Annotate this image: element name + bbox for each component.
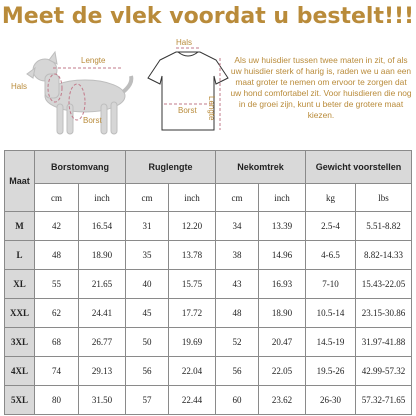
table-cell: 31 (126, 212, 169, 241)
table-cell: 57 (126, 386, 169, 415)
table-cell: 15.75 (169, 270, 216, 299)
table-cell: 48 (216, 299, 259, 328)
table-cell: 22.04 (169, 357, 216, 386)
table-row (5, 270, 412, 299)
table-row (5, 241, 412, 270)
unit-cell: cm (126, 184, 169, 212)
table-cell: 15.43-22.05 (356, 270, 412, 299)
table-cell: 13.78 (169, 241, 216, 270)
table-cell: 40 (126, 270, 169, 299)
table-cell: 48 (35, 241, 79, 270)
table-cell: 45 (126, 299, 169, 328)
unit-cell: lbs (356, 184, 412, 212)
unit-cell: inch (169, 184, 216, 212)
table-cell: 35 (126, 241, 169, 270)
table-cell: 31.50 (79, 386, 126, 415)
table-cell: 57.32-71.65 (356, 386, 412, 415)
table-row (5, 212, 412, 241)
dog-diagram (5, 38, 137, 148)
table-row (5, 357, 412, 386)
table-cell: 14.5-19 (306, 328, 356, 357)
table-cell: 12.20 (169, 212, 216, 241)
table-cell: 19.69 (169, 328, 216, 357)
table-cell: 34 (216, 212, 259, 241)
table-row (5, 328, 412, 357)
table-cell: 8.82-14.33 (356, 241, 412, 270)
size-cell: XL (5, 270, 35, 299)
size-table (4, 150, 412, 415)
shirt-illustration (140, 38, 236, 148)
table-cell: 26.77 (79, 328, 126, 357)
size-cell: L (5, 241, 35, 270)
table-cell: 43 (216, 270, 259, 299)
size-cell: 3XL (5, 328, 35, 357)
size-cell: 4XL (5, 357, 35, 386)
table-cell: 74 (35, 357, 79, 386)
table-cell: 21.65 (79, 270, 126, 299)
unit-cell: inch (259, 184, 306, 212)
table-cell: 24.41 (79, 299, 126, 328)
dog-label-hals: Hals (11, 82, 28, 91)
table-cell: 23.15-30.86 (356, 299, 412, 328)
page-title: Meet de vlek voordat u bestelt!!! (1, 4, 415, 29)
table-cell: 26-30 (306, 386, 356, 415)
table-cell: 68 (35, 328, 79, 357)
sizing-advice: Als uw huisdier tussen twee maten in zit, of als uw huisdier sterk of harig is, raden we u aan een maat groter te nemen om ervoor te zorgen dat uw hond comfortabel zit. Voor huisdieren die nog in de groei zijn, kunt u beter de grotere maat kiezen. (230, 55, 412, 120)
table-cell: 5.51-8.82 (356, 212, 412, 241)
table-row (5, 386, 412, 415)
table-cell: 18.90 (259, 299, 306, 328)
dog-label-lengte: Lengte (81, 56, 106, 65)
unit-cell: inch (79, 184, 126, 212)
table-cell: 42.99-57.32 (356, 357, 412, 386)
table-cell: 19.5-26 (306, 357, 356, 386)
table-row (5, 299, 412, 328)
table-cell: 50 (126, 328, 169, 357)
group-header-row (5, 151, 412, 184)
table-cell: 7-10 (306, 270, 356, 299)
table-cell: 18.90 (79, 241, 126, 270)
shirt-label-borst: Borst (178, 106, 197, 115)
shirt-diagram (140, 38, 236, 148)
table-cell: 14.96 (259, 241, 306, 270)
table-cell: 4-6.5 (306, 241, 356, 270)
table-cell: 56 (126, 357, 169, 386)
table-cell: 56 (216, 357, 259, 386)
table-cell: 55 (35, 270, 79, 299)
table-cell: 16.93 (259, 270, 306, 299)
table-cell: 16.54 (79, 212, 126, 241)
table-cell: 23.62 (259, 386, 306, 415)
shirt-label-hals: Hals (176, 38, 193, 47)
table-cell: 60 (216, 386, 259, 415)
size-cell: XXL (5, 299, 35, 328)
table-cell: 29.13 (79, 357, 126, 386)
unit-cell: cm (35, 184, 79, 212)
table-cell: 38 (216, 241, 259, 270)
group-gewicht: Gewicht voorstellen (306, 151, 412, 184)
table-cell: 42 (35, 212, 79, 241)
table-cell: 13.39 (259, 212, 306, 241)
table-cell: 17.72 (169, 299, 216, 328)
table-cell: 31.97-41.88 (356, 328, 412, 357)
dog-label-borst: Borst (83, 116, 102, 125)
group-borstomvang: Borstomvang (35, 151, 126, 184)
unit-cell: kg (306, 184, 356, 212)
table-cell: 22.05 (259, 357, 306, 386)
size-cell: 5XL (5, 386, 35, 415)
table-cell: 62 (35, 299, 79, 328)
size-cell: M (5, 212, 35, 241)
maat-header: Maat (5, 151, 35, 212)
table-cell: 10.5-14 (306, 299, 356, 328)
table-cell: 80 (35, 386, 79, 415)
table-cell: 20.47 (259, 328, 306, 357)
table-cell: 52 (216, 328, 259, 357)
group-nekomtrek: Nekomtrek (216, 151, 306, 184)
units-row (5, 184, 412, 212)
dog-illustration (5, 38, 137, 148)
group-ruglengte: Ruglengte (126, 151, 216, 184)
shirt-label-lengte: Lengte (207, 96, 216, 121)
unit-cell: cm (216, 184, 259, 212)
table-cell: 22.44 (169, 386, 216, 415)
table-cell: 2.5-4 (306, 212, 356, 241)
